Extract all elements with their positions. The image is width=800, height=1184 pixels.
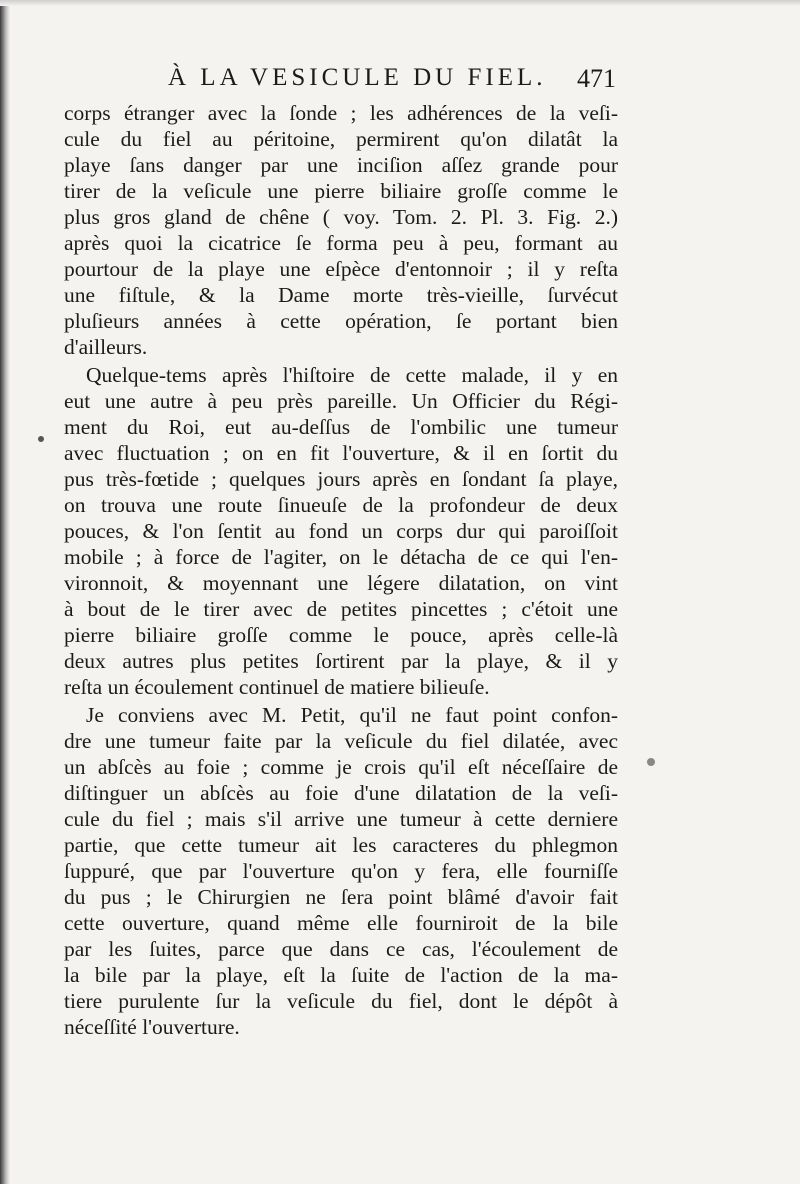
paragraph — [64, 100, 618, 360]
text-line: ment du Roi, eut au-deſſus de l'ombilic une tumeur — [64, 415, 618, 439]
paragraph — [64, 362, 618, 700]
text-line: ſuppuré, que par l'ouverture qu'on y fera, elle fourniſſe — [64, 859, 618, 883]
text-line: cule du fiel au péritoine, permirent qu'on dilatât la — [64, 127, 618, 151]
text-line: diſtinguer un abſcès au foie d'une dilatation de la veſi- — [64, 781, 618, 805]
text-line: une fiſtule, & la Dame morte très-vieille, ſurvécut — [64, 283, 618, 307]
text-line: dre une tumeur faite par la veſicule du fiel dilatée, avec — [64, 729, 618, 753]
text-line: pus très-fœtide ; quelques jours après en ſondant ſa playe, — [64, 467, 618, 491]
text-line: reſta un écoulement continuel de matiere bilieuſe. — [64, 675, 490, 699]
text-line: plus gros gland de chêne ( voy. Tom. 2. Pl. 3. Fig. 2.) — [64, 205, 618, 229]
text-line: pluſieurs années à cette opération, ſe portant bien — [64, 309, 618, 333]
paragraph — [64, 702, 618, 1040]
text-line: un abſcès au foie ; comme je crois qu'il eſt néceſſaire de — [64, 755, 618, 779]
text-line: on trouva une route ſinueuſe de la profondeur de deux — [64, 493, 618, 517]
running-title: À LA VESICULE DU FIEL. — [168, 64, 547, 91]
text-line: tiere purulente ſur la veſicule du fiel, dont le dépôt à — [64, 989, 618, 1013]
text-line: avec fluctuation ; on en fit l'ouverture, & il en ſortit du — [64, 441, 618, 465]
body-text — [64, 100, 618, 1040]
text-line: vironnoit, & moyennant une légere dilatation, on vint — [64, 571, 618, 595]
text-line: pourtour de la playe une eſpèce d'entonnoir ; il y reſta — [64, 257, 618, 281]
text-line: pierre biliaire groſſe comme le pouce, après celle-là — [64, 623, 618, 647]
text-line: d'ailleurs. — [64, 335, 148, 359]
page-top-edge — [0, 0, 800, 6]
text-line: eut une autre à peu près pareille. Un Officier du Régi- — [64, 389, 618, 413]
text-line: du pus ; le Chirurgien ne ſera point blâmé d'avoir fait — [64, 885, 618, 909]
text-line: à bout de le tirer avec de petites pincettes ; c'étoit une — [64, 597, 618, 621]
text-line: cule du fiel ; mais s'il arrive une tumeur à cette derniere — [64, 807, 618, 831]
text-line: tirer de la veſicule une pierre biliaire groſſe comme le — [64, 179, 618, 203]
text-line: deux autres plus petites ſortirent par la playe, & il y — [64, 649, 618, 673]
text-line: corps étranger avec la ſonde ; les adhérences de la veſi- — [64, 101, 618, 125]
text-line: pouces, & l'on ſentit au fond un corps dur qui paroiſſoit — [64, 519, 618, 543]
page-header — [60, 60, 616, 96]
text-line: Quelque-tems après l'hiſtoire de cette malade, il y en — [86, 363, 618, 387]
text-line: par les ſuites, parce que dans ce cas, l'écoulement de — [64, 937, 618, 961]
text-line: Je conviens avec M. Petit, qu'il ne faut point confon- — [86, 703, 618, 727]
text-line: playe ſans danger par une inciſion aſſez grande pour — [64, 153, 618, 177]
text-line: mobile ; à force de l'agiter, on le détacha de ce qui l'en- — [64, 545, 618, 569]
ink-speck — [38, 436, 44, 442]
text-line: cette ouverture, quand même elle fourniroit de la bile — [64, 911, 618, 935]
text-line: après quoi la cicatrice ſe forma peu à peu, formant au — [64, 231, 618, 255]
text-line: partie, que cette tumeur ait les caracteres du phlegmon — [64, 833, 618, 857]
ink-speck — [647, 758, 655, 766]
page-binding-shadow — [0, 0, 10, 1184]
text-line: néceſſité l'ouverture. — [64, 1015, 240, 1039]
text-line: la bile par la playe, eſt la ſuite de l'action de la ma- — [64, 963, 618, 987]
page-number: 471 — [577, 64, 616, 93]
